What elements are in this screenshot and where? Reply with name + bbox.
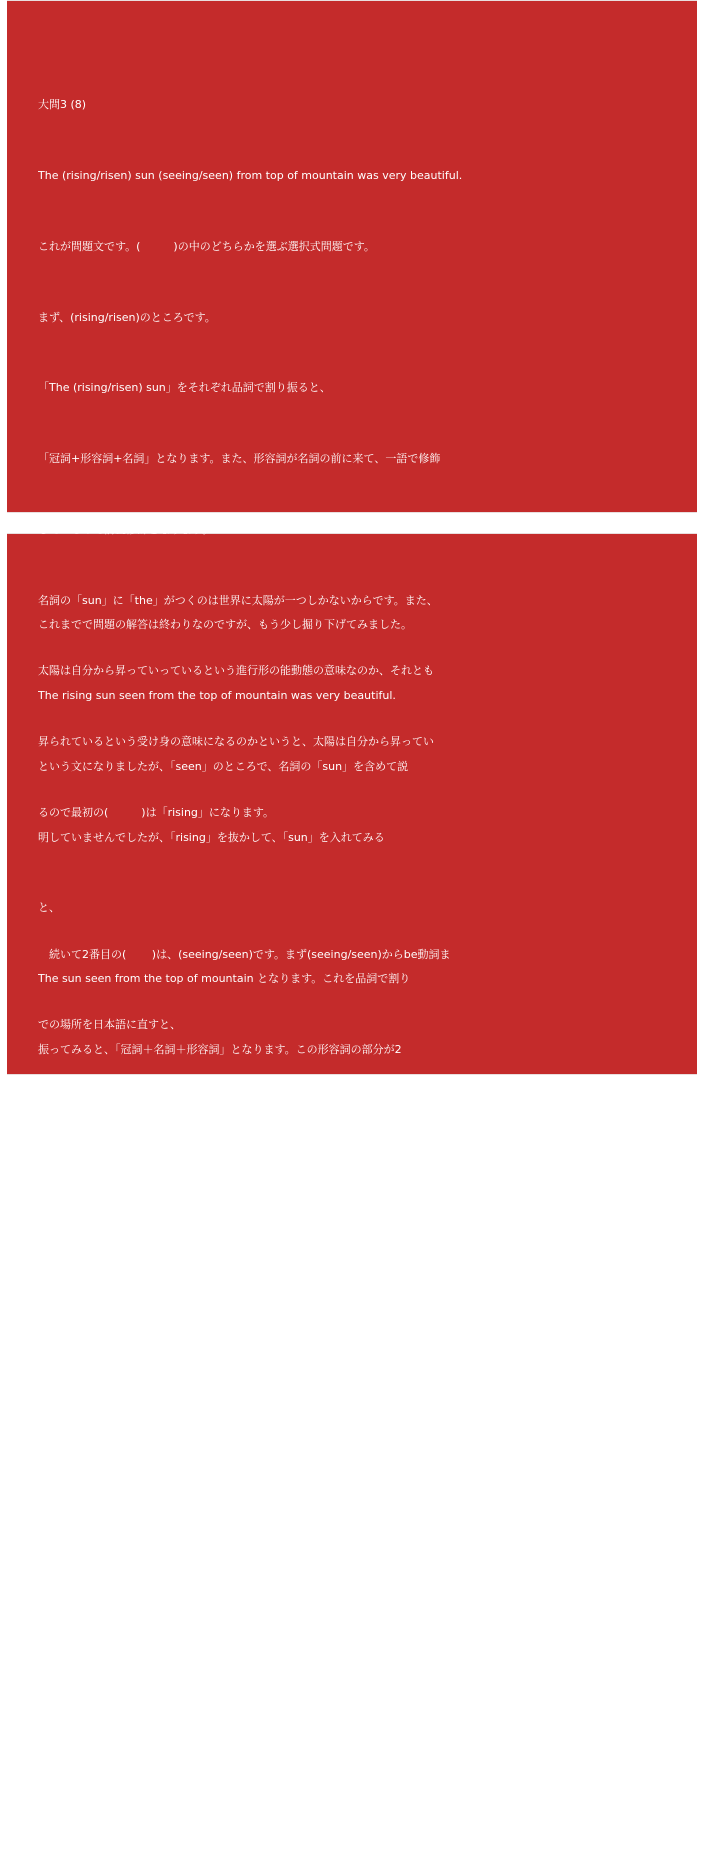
text-line: という文になりましたが、「seen」のところで、名詞の「sun」を含めて説 bbox=[38, 759, 409, 773]
text-line: るので最初の( )は「rising」になります。 bbox=[38, 806, 275, 819]
text-line: 「sun」を後ろから2語以上で修飾しているため後置修飾となります。 bbox=[38, 1255, 383, 1269]
text-line: とによって見られているので、見られているは受け身の意味になるので2番目の bbox=[38, 1230, 430, 1244]
text-line: The (rising/risen) sun (seeing/seen) from top of mountain was very beautiful. bbox=[38, 168, 463, 182]
text-line: 「The rising sun seen from the top of mountain was very beautiful.」なの bbox=[38, 1538, 440, 1552]
text-line: と、 bbox=[38, 901, 60, 915]
text-line: 明していませんでしたが、「rising」を抜かして、「sun」を入れてみる bbox=[38, 830, 385, 844]
text-line: 次にこの文全体を訳してみると、 bbox=[38, 1396, 214, 1410]
text-line: 昇られているという受け身の意味になるのかというと、太陽は自分から昇ってい bbox=[38, 735, 434, 749]
text-line: The rising sun seen from the top of mountain was very beautiful. bbox=[38, 688, 396, 702]
text-line: 「beautiful」が(C)になります。この文は太陽が美しかったので、(S)=(C)の bbox=[38, 1679, 418, 1693]
text-line: での場所を日本語に直すと、 bbox=[38, 1018, 181, 1032]
text-line: 名詞の「sun」に「the」がつくのは世界に太陽が一つしかないからです。また、 bbox=[38, 593, 438, 607]
text-line: The sun seen from the top of mountain となります。これを品詞で割り bbox=[38, 972, 411, 986]
text-line: 振ってみると、「冠詞＋名詞＋形容詞」となります。この形容詞の部分が2 bbox=[38, 1042, 402, 1056]
text-line: まず、(rising/risen)のところです。 bbox=[38, 310, 216, 324]
text-line: 「山の上から(見ている/見られている)」となります。そうすると、太陽は自分 bbox=[38, 1089, 429, 1103]
text-line: しているので前置修飾となります。 bbox=[38, 522, 214, 536]
text-line: 続いて2番目の( )は、(seeing/seen)です。まず(seeing/seen)からbe動詞ま bbox=[38, 947, 451, 961]
text-line: 「The (rising/risen) sun」をそれぞれ品詞で割り振ると、 bbox=[38, 381, 331, 395]
text-line: から人を見ているのか、それとも人によって見られているのかというと太陽はひ bbox=[38, 1159, 434, 1173]
text-line: 大問3 (8) bbox=[38, 98, 87, 112]
text-line: それを踏まえて見てみると、「seen~mountain」まで6語なので、 bbox=[38, 1184, 381, 1198]
text-line: 関係が成り立つので、第二文型ということになります。 bbox=[38, 1750, 312, 1764]
explanation-text-2 bbox=[38, 566, 686, 1864]
text-line: 語以上であれば、後置修飾となります。 bbox=[38, 1113, 236, 1127]
text-line: 「山の上から見られて昇っている太陽はとても美しかった。」になり bbox=[38, 1467, 374, 1481]
text-line: で文型にすると、「The~mountain」までが(S)、「was」が(V)、 bbox=[38, 1609, 361, 1623]
text-line: これが問題文です。( )の中のどちらかを選ぶ選択式問題です。 bbox=[38, 239, 375, 253]
text-line: これまでで問題の解答は終わりなのですが、もう少し掘り下げてみました。 bbox=[38, 618, 412, 632]
text-line: ( )は「seen」になります。 bbox=[38, 1301, 204, 1315]
text-line: 太陽は自分から昇っていっているという進行形の能動態の意味なのか、それとも bbox=[38, 664, 434, 678]
text-line: 以上で、大問3 (8)の解説を終わります。 bbox=[38, 1821, 239, 1835]
text-line: 「冠詞+形容詞+名詞」となります。また、形容詞が名詞の前に来て、一語で修飾 bbox=[38, 452, 441, 466]
text-line: つまり、この文章は前置修飾と後置修飾の混合文ということです！ bbox=[38, 1326, 368, 1339]
